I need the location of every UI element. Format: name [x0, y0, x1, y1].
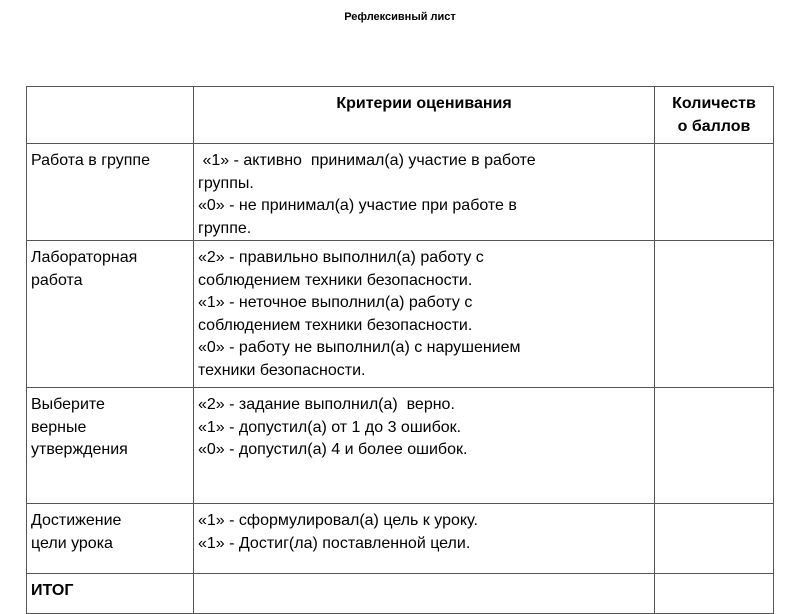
row-criteria-cell: [194, 504, 655, 574]
criteria-line: соблюдением техники безопасности.: [198, 316, 473, 334]
row-name-line: Работа в группе: [31, 152, 150, 169]
criteria-line: «2» - задание выполнил(а) верно.: [198, 396, 455, 413]
criteria-line: соблюдением техники безопасности.: [198, 271, 473, 289]
criteria-line: «1» - Достиг(ла) поставленной цели.: [198, 534, 471, 552]
row-name-cell: [27, 504, 194, 574]
table-header-row: [27, 87, 774, 144]
total-points-cell[interactable]: [655, 574, 774, 614]
row-name-line: Достижение: [31, 512, 122, 529]
row-name-line: утверждения: [31, 441, 128, 458]
table-row: [27, 144, 774, 241]
table-row: [27, 388, 774, 504]
header-points: [655, 87, 774, 144]
table-row: [27, 241, 774, 388]
row-name-line: Лабораторная: [31, 249, 138, 266]
total-row: [27, 574, 774, 614]
points-cell[interactable]: [655, 144, 774, 241]
criteria-line: «0» - работу не выполнил(а) с нарушением: [198, 339, 521, 356]
table-row: [27, 504, 774, 574]
header-points-line: о баллов: [677, 117, 751, 135]
page-title: Рефлексивный лист: [344, 11, 456, 23]
points-cell[interactable]: [655, 388, 774, 504]
points-cell[interactable]: [655, 504, 774, 574]
criteria-line: «1» - активно принимал(а) участие в работе: [198, 152, 536, 169]
row-name-line: цели урока: [31, 534, 113, 552]
points-cell[interactable]: [655, 241, 774, 388]
row-name-line: верные: [31, 418, 87, 436]
row-name-line: работа: [31, 271, 83, 289]
reflection-table: [26, 86, 774, 614]
criteria-line: «1» - неточное выполнил(а) работу с: [198, 294, 473, 311]
criteria-line: «1» - сформулировал(а) цель к уроку.: [198, 512, 478, 529]
header-points-line: Количеств: [672, 95, 756, 112]
criteria-line: «1» - допустил(а) от 1 до 3 ошибок.: [198, 418, 462, 436]
row-criteria-cell: [194, 144, 655, 241]
total-criteria-cell: [194, 574, 655, 614]
criteria-line: «0» - не принимал(а) участие при работе в: [198, 197, 517, 214]
criteria-line: «2» - правильно выполнил(а) работу с: [198, 249, 484, 266]
row-criteria-cell: [194, 388, 655, 504]
row-name-cell: [27, 241, 194, 388]
criteria-line: группы.: [198, 174, 254, 192]
row-name-cell: [27, 388, 194, 504]
header-criteria: Критерии оценивания: [194, 87, 655, 144]
header-empty-cell: [27, 87, 194, 144]
criteria-line: «0» - допустил(а) 4 и более ошибок.: [198, 441, 468, 458]
total-label: ИТОГ: [27, 574, 194, 614]
row-criteria-cell: [194, 241, 655, 388]
row-name-cell: [27, 144, 194, 241]
criteria-line: группе.: [198, 219, 252, 237]
criteria-line: техники безопасности.: [198, 361, 366, 379]
row-name-line: Выберите: [31, 396, 105, 413]
